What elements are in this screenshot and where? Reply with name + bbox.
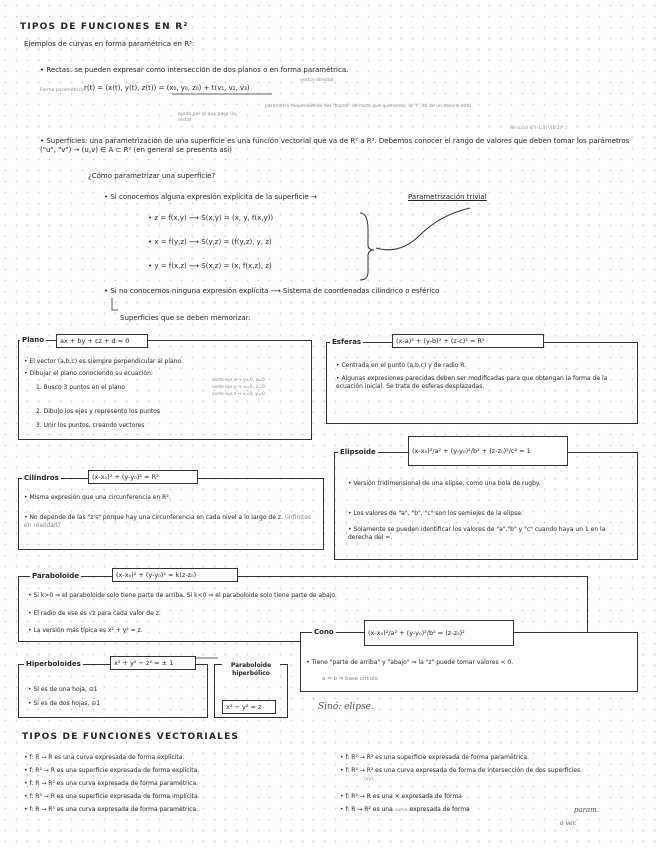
vect-right-4-a: • f: R → R² es una [340,806,393,813]
paraboloide-label: Paraboloide [32,572,80,580]
hiperboloides-line-1: • Si es de una hoja, ⊝1 [28,686,98,693]
cilindros-line-2-text: • No depende de las "z's" porque hay una circunferencia en cada nivel a lo largo de z. [24,514,283,521]
vector-director-note: vector director [300,78,334,83]
cono-formula: (x-x₀)²/a² + (y-y₀)²/b² = (z-z₀)² [364,620,514,646]
rectas-text: • Rectas: se pueden expresar como intersección de dos planos o en forma paramétrica. [40,66,349,74]
hiperboloides-formula: x² + y² − z² = ± 1 [110,656,196,670]
plano-corte-z: corte eje z → x=0, y=0 [212,392,265,397]
esferas-formula: (x-a)² + (y-b)² + (z-c)² = R² [392,334,544,348]
no-conocemos: • Si no conocemos ninguna expresión explícita ⟶ Sistema de coordenadas cilíndrico o esférico [104,287,440,295]
cilindros-line-2-note: (infinitas en realidad) [24,514,312,529]
explicit-eq-1: • z = f(x,y) ⟶ S(x,y) = (x, y, f(x,y)) [148,214,274,222]
vect-right-2-sub: (xy) [364,777,374,782]
vect-right-3: • f: R² → R es una ✕ expresada de forma [340,793,462,800]
cono-line-1: • Tiene "parte de arriba" y "abajo" ⇒ la "z" puede tomar valores < 0. [306,659,514,666]
memorizar: Superficies que se deben memorizar: [120,314,251,322]
elipsoide-formula: (x-x₀)²/a² + (y-y₀)²/b² + (z-z₀)²/c² = 1 [408,436,568,466]
parametro-note: parámetro (dependiendo del "tramo" de recta que queramos, la "t" irá de un valor a otro) [265,104,472,109]
plano-step-1: 1. Busco 3 puntos en el plano [36,384,126,391]
vect-left-3: • f: R → R² es una curva expresada de forma paramétrica. [24,780,199,787]
page-title: TIPOS DE FUNCIONES EN R² [20,22,189,32]
vect-left-2: • f: R² → R es una superficie expresada de forma explícita. [24,767,200,774]
plano-label: Plano [22,336,45,344]
paraboloide-formula: (x-x₀)² + (y-y₀)² = k(z-z₀) [112,568,238,582]
explicit-eq-3: • y = f(x,z) ⟶ S(x,z) = (x, f(x,z), z) [148,262,272,270]
cono-label: Cono [314,628,334,636]
vect-right-4-b: expresada de forma [409,806,470,813]
o-ver-note: o ver. [560,820,577,827]
cilindros-line-2 [24,514,314,530]
param-note: param. [574,806,600,814]
elipsoide-label: Elipsoide [340,448,376,456]
plano-line-1: • El vector (a,b,c) es siempre perpendicular al plano. [24,358,183,365]
si-conocemos: • Si conocemos alguna expresión explícita de la superficie → [104,193,317,201]
subtitle: Ejemplos de curvas en forma paramétrica en R³: [24,40,195,48]
elipsoide-line-2: • Los valores de "a", "b", "c" son los semiejes de la elipse. [348,510,523,517]
plano-step-3: 3. Unir los puntos, creando vectores [36,422,145,429]
elipsoide-line-1: • Versión tridimensional de una elipse, como una bola de rugby. [348,480,541,487]
explicit-eq-2: • x = f(y,z) ⟶ S(y,z) = (f(y,z), y, z) [148,238,272,246]
vect-left-4: • f: R³ → R es una superficie expresada de forma implícita. [24,793,200,800]
vect-left-1: • f: R → R es una curva expresada de forma explícita. [24,754,185,761]
esferas-line-1: • Centrada en el punto (a,b,c) y de radio R. [336,362,467,369]
rectas-formula: r(t) = (x(t), y(t), z(t)) = (x₀, y₀, z₀) + t(v₁, v₂, v₃) [84,84,250,92]
paraboloide-line-2: • El radio de ese es √z para cada valor de z. [28,610,161,617]
cilindros-formula: (x-x₀)² + (y-y₀)² = R² [88,470,198,484]
cilindros-label: Cilindros [24,474,59,482]
cono-sino-note: Sinó: elipse. [318,702,374,712]
vect-left-5: • f: R → R³ es una curva expresada de forma paramétrica. [24,806,199,813]
superficies-question: ¿Cómo parametrizar una superficie? [88,172,216,180]
plano-corte-y: corte eje y → x=0, z=0 [212,385,265,390]
hiperboloides-label: Hiperboloides [26,660,81,668]
cono-line-2: a = b ⇒ base círculo [322,676,379,682]
superficies-corner-note: de (u,v) ∈ (-1,1)²/(1,1)²... [510,126,568,131]
plano-corte-x: corte eje x → y=0, z=0 [212,378,265,383]
paraboloide-line-1: • Si k>0 ⇒ el paraboloide solo tiene parte de arriba. Si k<0 ⇒ el paraboloide solo tiene parte de abajo. [28,592,337,599]
vect-right-2: • f: R² → R² es una curva expresada de forma de intersección de dos superficies. [340,767,583,774]
paraboloide-line-3: • La versión más típica es x² + y² = z. [28,627,143,634]
vect-right-4-curva: curva [394,808,408,813]
plano-formula: ax + by + cz + d = 0 [56,334,148,348]
forma-param-label: Forma paramétrica [40,88,84,93]
esferas-line-2: • Algunas expresiones parecidas deben ser modificadas para que obtengan la forma de la ecuación inicial. Se trata de esferas desplazadas. [336,375,608,390]
esferas-label: Esferas [332,338,362,346]
plano-line-2: • Dibujar el plano conociendo su ecuación: [24,370,153,377]
vectoriales-title: TIPOS DE FUNCIONES VECTORIALES [22,732,240,742]
elipsoide-line-3: • Solamente se pueden identificar los valores de "a","b" y "c" cuando haya un 1 en la derecha del =. [348,526,606,541]
vect-right-4 [340,806,470,814]
cilindros-line-1: • Misma expresión que una circunferencia en R². [24,494,171,501]
punto-note: punto por el que pasa (la recta) [178,112,236,123]
param-trivial: Parametrización trivial [408,193,487,201]
elipsoide-box [334,452,638,560]
plano-step-2: 2. Dibujo los ejes y represento los puntos [36,408,161,415]
parab-hiper-label: Paraboloide hiperbólico [222,662,280,678]
vect-right-1: • f: R² → R³ es una superficie expresada de forma paramétrica. [340,754,530,761]
superficies-text: • Superficies: una parametrización de una superficie es una función vectorial que va de R² a R³. Debemos conocer el rango de valores que deben tomar los parámetros ("u", "v") → (u,v) ∈ A ⊂ R² (en general se presenta así) [40,137,630,154]
hiperboloides-line-2: • Si es de dos hojas, ⊝1 [28,700,101,707]
parab-hiper-formula: x² − y² = z [222,700,276,714]
